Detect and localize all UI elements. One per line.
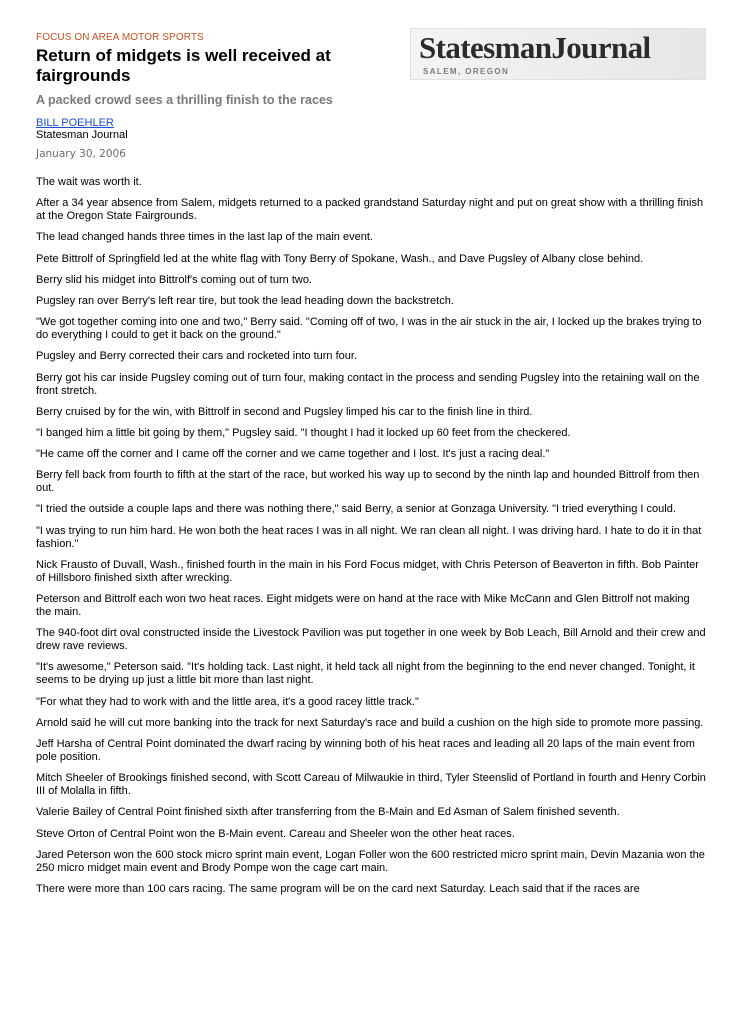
article-paragraph: Berry slid his midget into Bittrolf's coming out of turn two. bbox=[36, 273, 312, 286]
article-paragraph: The 940-foot dirt oval constructed inside the Livestock Pavilion was put together in one week by Bob Leach, Bill Arnold and their crew and drew rave reviews. bbox=[36, 627, 706, 653]
masthead-logo bbox=[410, 28, 706, 80]
article-paragraph: Pugsley ran over Berry's left rear tire, but took the lead heading down the backstretch. bbox=[36, 294, 454, 307]
article-paragraph: Valerie Bailey of Central Point finished sixth after transferring from the B-Main and Ed Asman of Salem finished seventh. bbox=[36, 806, 620, 819]
article-paragraph: "We got together coming into one and two," Berry said. "Coming off of two, I was in the air stuck in the air, I locked up the brakes trying to do everything I could to get it back on the ground." bbox=[36, 316, 702, 342]
article-headline: Return of midgets is well received at fairgrounds bbox=[36, 46, 331, 85]
article-paragraph: Jeff Harsha of Central Point dominated the dwarf racing by winning both of his heat races and leading all 20 laps of the main event from pole position. bbox=[36, 737, 695, 763]
article-paragraph: Berry got his car inside Pugsley coming out of turn four, making contact in the process and sending Pugsley into the retaining wall on the front stretch. bbox=[36, 371, 700, 397]
article-paragraph: Nick Frausto of Duvall, Wash., finished fourth in the main in his Ford Focus midget, with Chris Peterson of Beaverton in fifth. Bob Painter of Hillsboro finished sixth after wrecking. bbox=[36, 558, 699, 584]
article-paragraph: "It's awesome," Peterson said. "It's holding tack. Last night, it held tack all night from the beginning to the end never changed. Tonight, it seems to be drying up just a little bit more than last night. bbox=[36, 661, 695, 687]
article-subhead: A packed crowd sees a thrilling finish to the races bbox=[36, 93, 333, 107]
article-paragraph: The wait was worth it. bbox=[36, 176, 142, 188]
masthead-subtitle: SALEM, OREGON bbox=[423, 67, 510, 76]
article-body bbox=[36, 176, 706, 904]
section-kicker: FOCUS ON AREA MOTOR SPORTS bbox=[36, 32, 204, 43]
article-paragraph: Jared Peterson won the 600 stock micro sprint main event, Logan Foller won the 600 restricted micro sprint main, Devin Mazania won the 250 micro midget main event and Brody Pompe won the cage cart main. bbox=[36, 848, 705, 874]
author-link[interactable]: BILL POEHLER bbox=[36, 117, 114, 129]
article-paragraph: Pete Bittrolf of Springfield led at the white flag with Tony Berry of Spokane, Wash., and Dave Pugsley of Albany close behind. bbox=[36, 252, 644, 265]
article-paragraph: "For what they had to work with and the little area, it's a good racey little track." bbox=[36, 695, 419, 708]
article-paragraph: There were more than 100 cars racing. The same program will be on the card next Saturday. Leach said that if the races are bbox=[36, 882, 640, 895]
masthead-title: StatesmanJournal bbox=[419, 30, 651, 65]
article-paragraph: "I tried the outside a couple laps and there was nothing there," said Berry, a senior at Gonzaga University. "I tried everything I could. bbox=[36, 503, 676, 516]
article-paragraph: Steve Orton of Central Point won the B-Main event. Careau and Sheeler won the other heat races. bbox=[36, 827, 515, 840]
article-paragraph: Peterson and Bittrolf each won two heat races. Eight midgets were on hand at the race with Mike McCann and Glen Bittrolf not making the main. bbox=[36, 593, 690, 618]
publish-date: January 30, 2006 bbox=[36, 148, 126, 160]
article-paragraph: After a 34 year absence from Salem, midgets returned to a packed grandstand Saturday night and put on great show with a thrilling finish at the Oregon State Fairgrounds. bbox=[36, 197, 704, 223]
article-paragraph: Arnold said he will cut more banking into the track for next Saturday's race and build a cushion on the high side to promote more passing. bbox=[36, 716, 704, 729]
article-paragraph: Pugsley and Berry corrected their cars and rocketed into turn four. bbox=[36, 350, 357, 363]
article-paragraph: "He came off the corner and I came off the corner and we came together and I lost. It's just a racing deal." bbox=[36, 448, 550, 461]
article-paragraph: "I banged him a little bit going by them," Pugsley said. "I thought I had it locked up 60 feet from the checkered. bbox=[36, 426, 571, 439]
publication-source: Statesman Journal bbox=[36, 129, 128, 141]
article-paragraph: "I was trying to run him hard. He won both the heat races I was in all night. We ran clean all night. I was driving hard. I hate to do it in that fashion." bbox=[36, 524, 702, 550]
article-paragraph: Berry cruised by for the win, with Bittrolf in second and Pugsley limped his car to the finish line in third. bbox=[36, 405, 533, 418]
article-paragraph: Mitch Sheeler of Brookings finished second, with Scott Careau of Milwaukie in third, Tyler Steenslid of Portland in fourth and Henry Corbin III of Molalla in fifth. bbox=[36, 772, 706, 798]
article-paragraph: Berry fell back from fourth to fifth at the start of the race, but worked his way up to second by the ninth lap and hounded Bittrolf from then out. bbox=[36, 469, 700, 495]
article-paragraph: The lead changed hands three times in the last lap of the main event. bbox=[36, 231, 373, 244]
